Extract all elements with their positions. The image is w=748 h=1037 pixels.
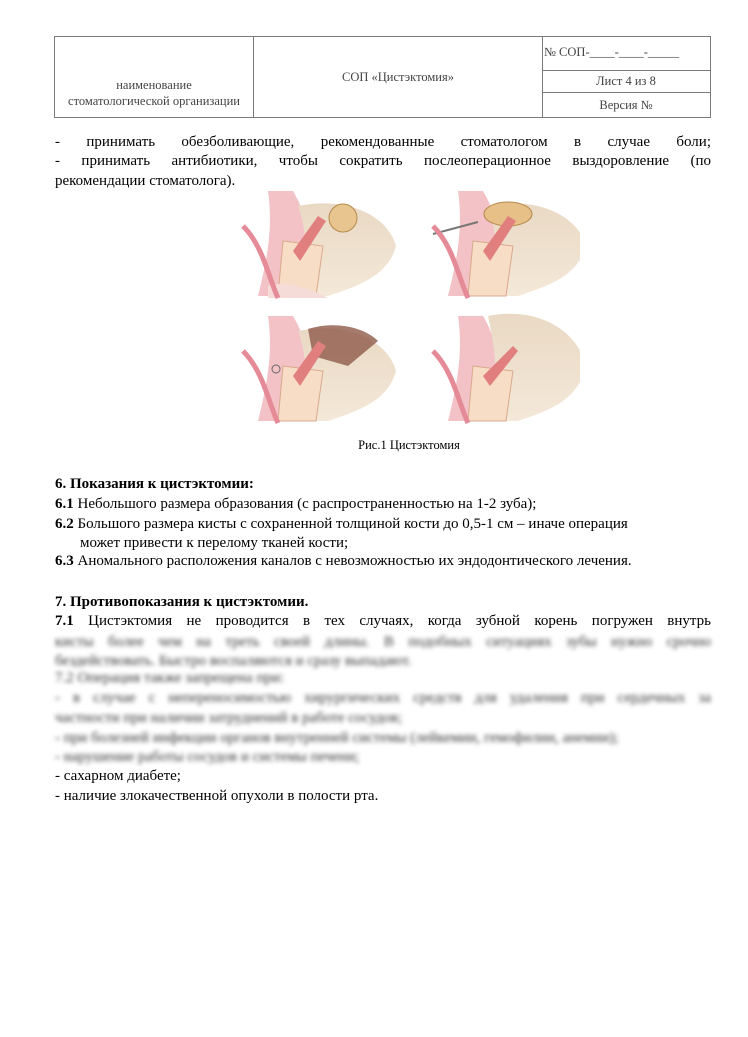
stage-2-drawing (433, 191, 580, 298)
item-number: 6.1 (55, 496, 74, 512)
figure-caption: Рис.1 Цистэктомия (358, 438, 460, 452)
item-number: 6.2 (55, 516, 74, 532)
contraindication-diabetes: - сахарном диабете; (55, 768, 181, 784)
item-text: Цистэктомия не проводится в тех случаях, когда зубной корень погружен внутрь (88, 613, 711, 629)
organization-name-cell (55, 37, 254, 117)
blurred-line-5: частности при наличии затруднений в работе сосудов; (55, 710, 403, 726)
section-6-item-1 (55, 494, 711, 514)
item-number: 7.1 (55, 613, 74, 629)
blurred-line-1: кисты более чем на треть своей длины. В подобных ситуациях зубы нужно срочно (55, 634, 711, 650)
org-line-2: стоматологической организации (68, 94, 240, 108)
item-text: Небольшого размера образования (с распространенностью на 1-2 зуба); (73, 496, 537, 512)
sop-title: СОП «Цистэктомия» (342, 69, 454, 84)
sop-title-cell (254, 37, 543, 117)
intro-line-3: рекомендации стоматолога). (55, 173, 236, 189)
intro-line-1: - принимать обезболивающие, рекомендованные стоматологом в случае боли; (55, 134, 711, 150)
item-text: Аномального расположения каналов с невозможностью их эндодонтического лечения. (73, 553, 632, 569)
item-text: Большого размера кисты с сохраненной толщиной кости до 0,5-1 см – иначе операция (73, 516, 628, 532)
section-7-item-1 (55, 611, 711, 631)
cystectomy-illustration (238, 186, 580, 436)
section-6-item-3 (55, 551, 711, 571)
blurred-line-3: 7.2 Операция также запрещена при: (55, 670, 285, 686)
sop-number-cell: № СОП-____-____-_____ (542, 37, 710, 71)
blurred-line-2: бездействовать. Быстро воспаляются и сразу выпадают. (55, 653, 412, 669)
blurred-line-6: - при болезней инфекции органов внутренней системы (лейкемии, гемофилии, анемии); (55, 730, 619, 746)
contraindication-oral-tumor: - наличие злокачественной опухоли в полости рта. (55, 788, 379, 804)
sop-meta-cells (542, 37, 710, 117)
intro-line-2: - принимать антибиотики, чтобы сократить послеоперационное выздоровление (по (55, 153, 711, 169)
version-cell: Версия № (599, 97, 653, 112)
sheet-number-cell: Лист 4 из 8 (542, 71, 710, 93)
blurred-line-4: - в случае с непереносимостью хирургических средств для удаления при сердечных за (55, 690, 711, 706)
section-6-item-2 (55, 514, 711, 534)
stage-1-drawing (243, 191, 396, 298)
document-header-table (54, 36, 711, 118)
blurred-line-7: - нарушение работы сосудов и системы печени; (55, 749, 360, 765)
org-line-1: наименование (116, 78, 192, 92)
stage-3-drawing (243, 316, 396, 423)
section-7-heading: 7. Противопоказания к цистэктомии. (55, 594, 309, 610)
section-6-item-2-continued: может привести к перелому тканей кости; (80, 535, 349, 551)
section-6-heading: 6. Показания к цистэктомии: (55, 476, 254, 492)
item-number: 6.3 (55, 553, 74, 569)
stage-4-drawing (433, 314, 580, 423)
